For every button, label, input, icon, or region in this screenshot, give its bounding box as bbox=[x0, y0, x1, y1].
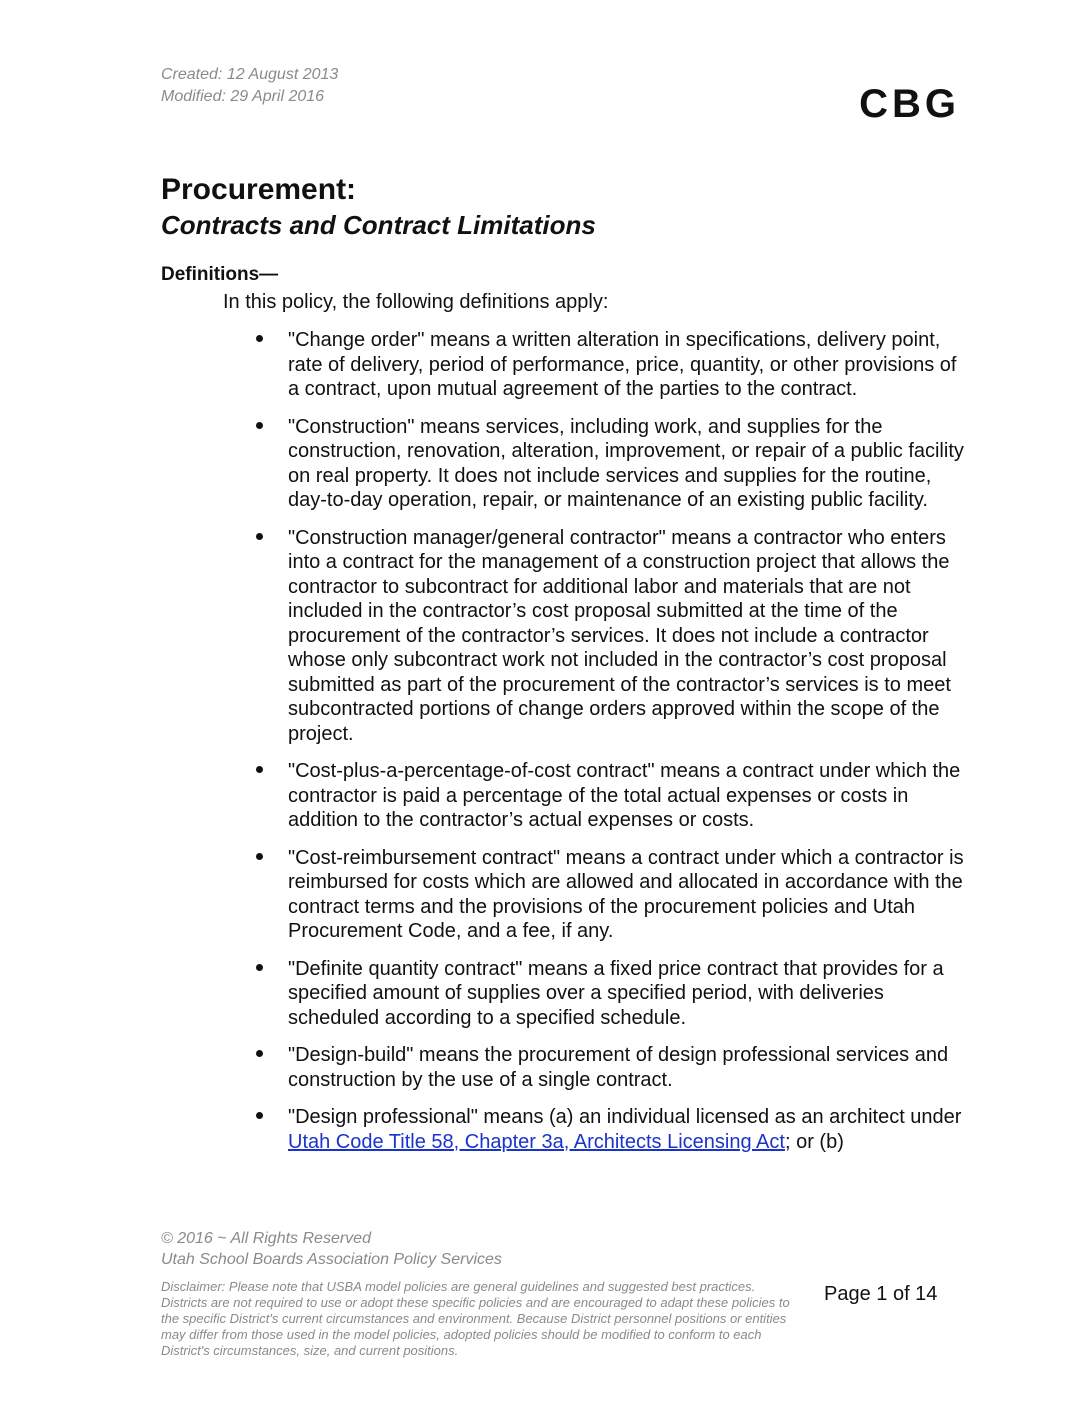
definition-text: "Cost-plus-a-percentage-of-cost contract" means a contract under which the contractor is paid a percentage of the total actual expenses or costs in addition to the contractor’s actual expenses or costs. bbox=[288, 760, 961, 831]
definition-text: "Change order" means a written alteration in specifications, delivery point, rate of delivery, period of performance, price, quantity, or other provisions of a contract, upon mutual agreement of the parties to the contract. bbox=[288, 329, 957, 400]
bullet-icon bbox=[256, 1050, 263, 1057]
bullet-icon bbox=[256, 422, 263, 429]
bullet-icon bbox=[256, 853, 263, 860]
section-heading: Definitions— bbox=[161, 264, 279, 285]
policy-code: CBG bbox=[859, 82, 960, 126]
definition-item bbox=[256, 328, 968, 402]
bullet-icon bbox=[256, 533, 263, 540]
page-number: Page 1 of 14 bbox=[824, 1283, 938, 1305]
bullet-icon bbox=[256, 335, 263, 342]
definition-item bbox=[256, 957, 968, 1031]
definition-text: "Definite quantity contract" means a fixed price contract that provides for a specified amount of supplies over a specified period, with deliveries scheduled according to a specified schedule. bbox=[288, 957, 944, 1029]
section-intro: In this policy, the following definitions apply: bbox=[223, 291, 609, 313]
definition-text-after-link: ; or (b) bbox=[784, 1130, 844, 1153]
document-metadata bbox=[161, 64, 338, 108]
definition-text: "Cost-reimbursement contract" means a contract under which a contractor is reimbursed for costs which are allowed and allocated in accordance with the contract terms and the provisions of the procurement policies and Utah Procurement Code, and a fee, if any. bbox=[288, 846, 964, 942]
definition-text-before-link: "Design professional" means (a) an individual licensed as an architect under bbox=[288, 1106, 962, 1128]
modified-date: Modified: 29 April 2016 bbox=[161, 88, 325, 105]
definition-item bbox=[256, 1043, 968, 1092]
policy-title bbox=[161, 172, 596, 242]
definition-text: "Construction" means services, including work, and supplies for the construction, renovation, alteration, improvement, or repair of a public facility on real property. It does not include services and supplies for the routine, day-to-day operation, repair, or maintenance of an existing public facility. bbox=[288, 415, 964, 511]
footer-copyright bbox=[161, 1228, 502, 1270]
created-date: Created: 12 August 2013 bbox=[161, 66, 339, 83]
copyright-text: © 2016 ~ All Rights Reserved bbox=[161, 1230, 371, 1247]
title-sub: Contracts and Contract Limitations bbox=[161, 210, 596, 240]
definition-item bbox=[256, 415, 968, 513]
definition-text: "Design-build" means the procurement of design professional services and construction by the use of a single contract. bbox=[288, 1044, 949, 1091]
definitions-list bbox=[256, 328, 968, 1167]
bullet-icon bbox=[256, 766, 263, 773]
definition-item bbox=[256, 526, 968, 747]
definition-item bbox=[256, 759, 968, 833]
architects-licensing-act-link[interactable]: Utah Code Title 58, Chapter 3a, Architects Licensing Act bbox=[288, 1130, 785, 1153]
definition-item bbox=[256, 1105, 968, 1154]
title-main: Procurement: bbox=[161, 173, 357, 206]
organization-text: Utah School Boards Association Policy Services bbox=[161, 1251, 502, 1268]
disclaimer: Disclaimer: Please note that USBA model policies are general guidelines and suggested best practices. Districts are not required to use or adopt these specific policies and are encouraged to adapt these policies to the specific District's current circumstances and environment. Because District personnel positions or entities may differ from those used in the model policies, adopted policies should be modified to conform to each District's circumstances, size, and current positions. bbox=[161, 1279, 790, 1358]
definition-text: "Construction manager/general contractor" means a contractor who enters into a contract for the management of a construction project that allows the contractor to subcontract for additional labor and materials that are not included in the contractor’s cost proposal submitted at the time of the procurement of the contractor’s services. It does not include a contractor whose only subcontract work not included in the contractor’s cost proposal submitted as part of the procurement of the contractor’s services is to meet subcontracted portions of change orders approved within the scope of the project. bbox=[288, 526, 951, 745]
definition-item bbox=[256, 846, 968, 944]
bullet-icon bbox=[256, 964, 263, 971]
bullet-icon bbox=[256, 1112, 263, 1119]
